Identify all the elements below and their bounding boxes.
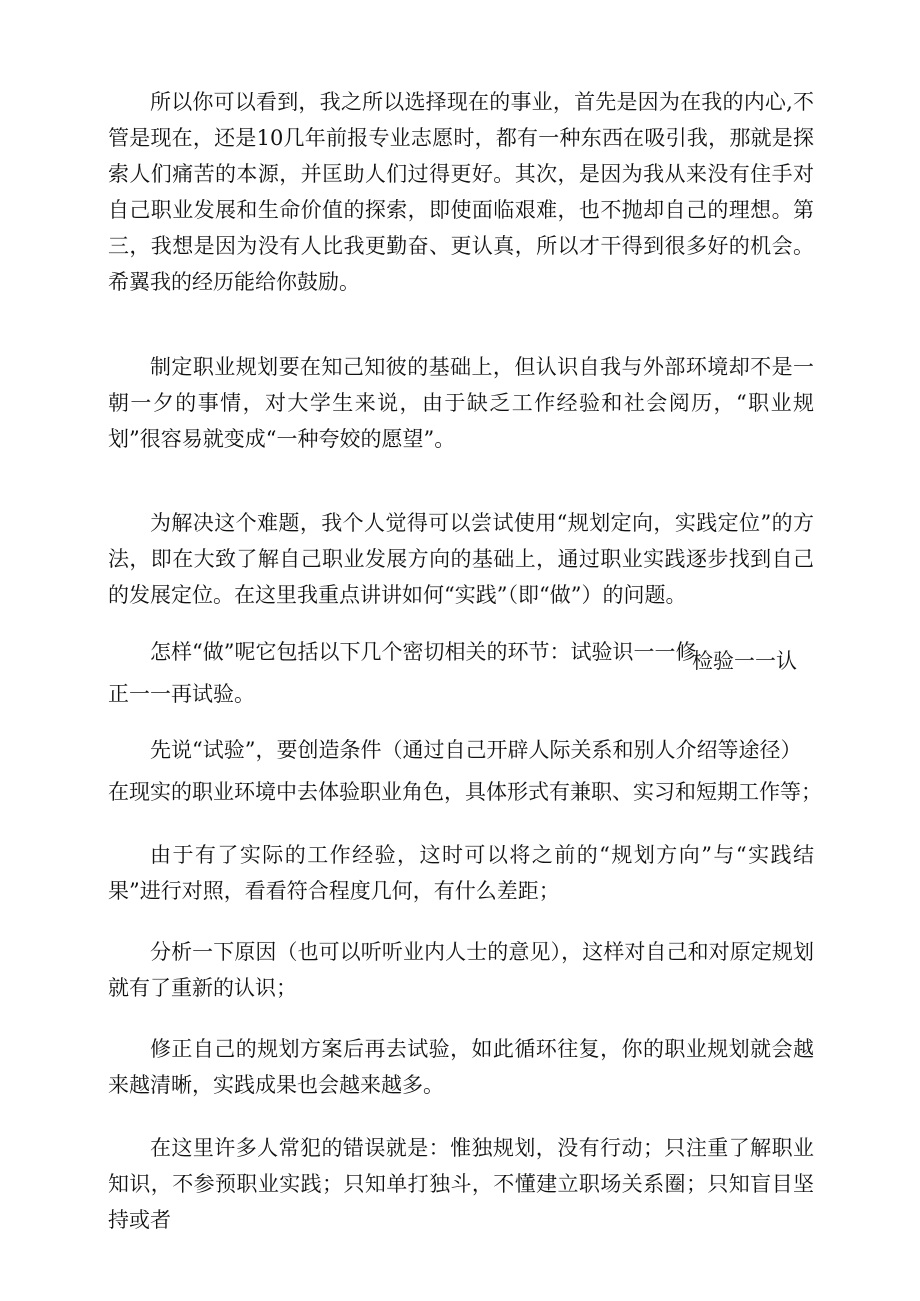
paragraph-career-motivation: 所以你可以看到，我之所以选择现在的事业，首先是因为在我的内心,不管是现在，还是10几年前报专业志愿时，都有一种东西在吸引我，那就是探索人们痛苦的本源，并匡助人们过得更好。其次，是因为我从来没有住手对自己职业发展和生命价值的探索，即使面临艰难，也不抛却自己的理想。第三，我想是因为没有人比我更勤奋、更认真，所以才干得到很多好的机会。希翼我的经历能给你鼓励。 [108,90,814,294]
paragraph-how-to-do-line2: 正一一再试验。 [108,682,255,706]
paragraph-analyze-reasons: 分析一下原因（也可以听听业内人士的意见），这样对自己和对原定规划就有了重新的认识； [108,940,814,1000]
paragraph-revise-plan: 修正自己的规划方案后再去试验，如此循环往复，你的职业规划就会越来越清晰，实践成果也会越来越多。 [108,1037,814,1097]
paragraph-compare-results: 由于有了实际的工作经验，这时可以将之前的“规划方向”与“实践结果”进行对照，看看符合程度几何，有什么差距； [108,843,814,903]
paragraph-trial-line2: 在现实的职业环境中去体验职业角色，具体形式有兼职、实习和短期工作等； [108,780,822,804]
paragraph-career-planning-basis: 制定职业规划要在知己知彼的基础上，但认识自我与外部环境却不是一朝一夕的事情，对大学生来说，由于缺乏工作经验和社会阅历，“职业规划”很容易就变成“一种夸姣的愿望”。 [108,355,814,451]
paragraph-how-to-do-line1b: 检验一一认 [692,649,797,673]
paragraph-common-mistakes: 在这里许多人常犯的错误就是：惟独规划，没有行动；只注重了解职业知识，不参预职业实践；只知单打独斗，不懂建立职场关系圈；只知盲目坚持或者 [108,1136,814,1232]
paragraph-how-to-do-line1a: 怎样“做”呢它包括以下几个密切相关的环节：试验识一一修 [150,640,697,664]
paragraph-trial-line1: 先说“试验”，要创造条件（通过自己开辟人际关系和别人介绍等途径） [150,738,802,762]
paragraph-planning-practice-method: 为解决这个难题，我个人觉得可以尝试使用“规划定向，实践定位”的方法，即在大致了解自己职业发展方向的基础上，通过职业实践逐步找到自己的发展定位。在这里我重点讲讲如何“实践”（即“做”）的问题。 [108,511,814,607]
